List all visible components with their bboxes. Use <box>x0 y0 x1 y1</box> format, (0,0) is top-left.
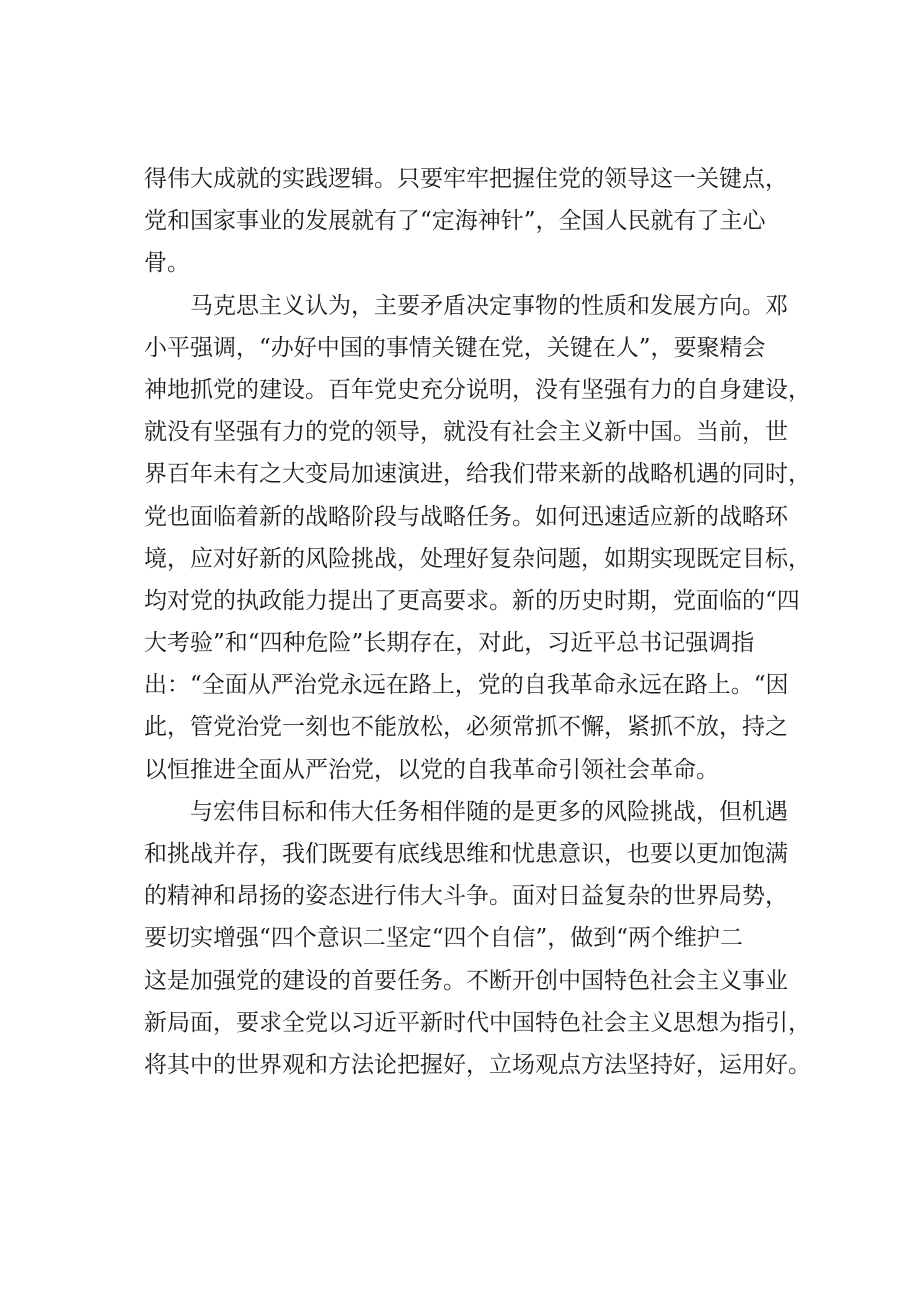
text-line: 骨。 <box>144 250 190 277</box>
text-line: 界百年未有之大变局加速演进，给我们带来新的战略机遇的同时， <box>144 461 811 488</box>
text-line: 境，应对好新的风险挑战，处理好复杂问题，如期实现既定目标， <box>144 545 811 572</box>
text-line: 的精神和昂扬的姿态进行伟大斗争。面对日益复杂的世界局势， <box>144 883 788 910</box>
text-line: 新局面，要求全党以习近平新时代中国特色社会主义思想为指引， <box>144 1009 811 1036</box>
text-line: 以恒推进全面从严治党，以党的自我革命引领社会革命。 <box>144 756 719 783</box>
text-line: 党也面临着新的战略阶段与战略任务。如何迅速适应新的战略环 <box>144 503 788 530</box>
text-line: 马克思主义认为，主要矛盾决定事物的性质和发展方向。邓 <box>190 292 788 319</box>
text-line: 大考验”和“四种危险”长期存在，对此，习近平总书记强调指 <box>144 630 755 657</box>
text-line: 均对党的执政能力提出了更高要求。新的历史时期，党面临的“四 <box>144 587 800 614</box>
text-line: 要切实增强“四个意识二坚定“四个自信”，做到“两个维护二 <box>144 925 744 952</box>
text-line: 得伟大成就的实践逻辑。只要牢牢把握住党的领导这一关键点， <box>144 166 788 192</box>
text-line: 小平强调，“办好中国的事情关键在党，关键在人”，要聚精会 <box>144 334 766 361</box>
text-line: 与宏伟目标和伟大任务相伴随的是更多的风险挑战，但机遇 <box>190 798 788 825</box>
text-line: 这是加强党的建设的首要任务。不断开创中国特色社会主义事业 <box>144 967 788 994</box>
text-line: 党和国家事业的发展就有了“定海神针”，全国人民就有了主心 <box>144 208 766 235</box>
paragraph-1 <box>144 158 824 285</box>
paragraph-3 <box>144 791 824 1086</box>
text-line: 神地抓党的建设。百年党史充分说明，没有坚强有力的自身建设， <box>144 376 811 403</box>
text-line: 出：“全面从严治党永远在路上，党的自我革命永远在路上。“因 <box>144 672 789 699</box>
text-line: 就没有坚强有力的党的领导，就没有社会主义新中国。当前，世 <box>144 419 788 446</box>
text-line: 将其中的世界观和方法论把握好，立场观点方法坚持好，运用好。 <box>144 1051 811 1078</box>
paragraph-2 <box>144 285 824 791</box>
text-line: 此，管党治党一刻也不能放松，必须常抓不懈，紧抓不放，持之 <box>144 714 788 741</box>
document-body <box>144 158 824 1086</box>
text-line: 和挑战并存，我们既要有底线思维和忧患意识，也要以更加饱满 <box>144 841 788 867</box>
